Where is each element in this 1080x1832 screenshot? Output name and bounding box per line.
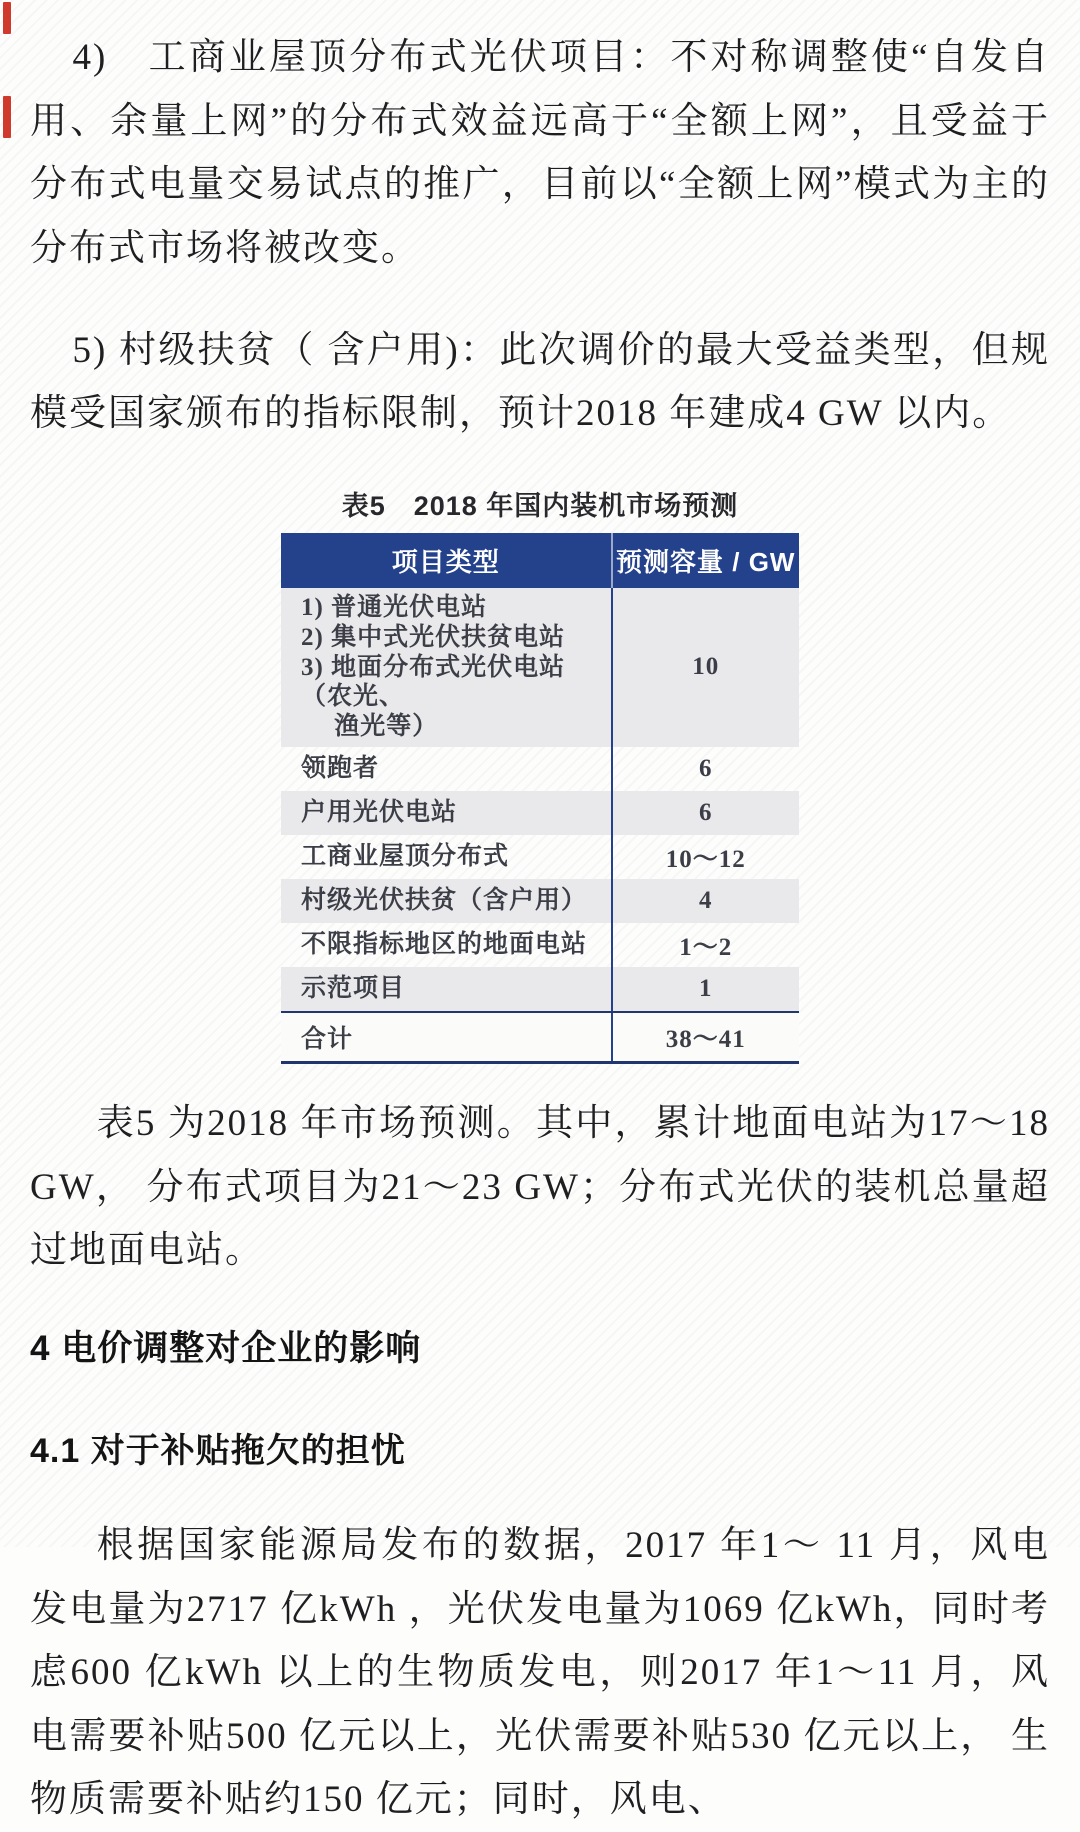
- table-row: [281, 923, 799, 967]
- red-scan-mark-top: [3, 2, 11, 34]
- table-cell-label-line: 村级光伏扶贫（含户用）: [301, 886, 588, 914]
- paragraph-subsidy: 根据国家能源局发布的数据，2017 年1～ 11 月，风电发电量为2717 亿kWh ，光伏发电量为1069 亿kWh，同时考虑600 亿kWh 以上的生物质发电，则2017 年1～11 月，风电需要补贴500 亿元以上，光伏需要补贴530 亿元以上， 生物质需要补贴约150 亿元；同时，风电、: [30, 1524, 1050, 1821]
- table-body: [281, 588, 799, 1011]
- table-header-forecast-capacity: 预测容量 / GW: [616, 546, 796, 577]
- table-title: 表5 2018 年国内装机市场预测: [341, 490, 739, 521]
- table-cell-label: [281, 923, 613, 967]
- table-total-row: [281, 1011, 799, 1061]
- table-row: [281, 879, 799, 923]
- table-cell-label: [281, 588, 613, 747]
- table-cell-value: 6: [699, 755, 713, 782]
- table-cell-label-line: 3) 地面分布式光伏电站（农光、: [301, 654, 566, 710]
- table-header-project-type: 项目类型: [281, 533, 613, 588]
- table-cell-label: [281, 747, 613, 791]
- table-cell-label-line: 2) 集中式光伏扶贫电站: [301, 624, 566, 651]
- subsection-heading: 4.1 对于补贴拖欠的担忧: [30, 1431, 406, 1470]
- paragraph-item-5: 5) 村级扶贫（ 含户用)：此次调价的最大受益类型，但规模受国家颁布的指标限制，预计2018 年建成4 GW 以内。: [30, 329, 1050, 435]
- table-row: [281, 747, 799, 791]
- table-cell-total-value: 38～41: [665, 1026, 746, 1053]
- table-cell-label: [281, 835, 613, 879]
- table-row: [281, 791, 799, 835]
- table-cell-label: [281, 791, 613, 835]
- table-cell-value: 1: [699, 975, 713, 1002]
- market-forecast-table-block: [30, 484, 1050, 1064]
- red-scan-mark-left: [3, 96, 11, 138]
- table-cell-label: [281, 879, 613, 923]
- table-cell-value: 1～2: [679, 934, 733, 961]
- table-cell-label-line: 1) 普通光伏电站: [301, 593, 488, 621]
- table-header-row: [281, 533, 799, 588]
- table-cell-label-line: 渔光等）: [301, 712, 439, 740]
- paragraph-table-note: 表5 为2018 年市场预测。其中，累计地面电站为17～18 GW， 分布式项目为21～23 GW；分布式光伏的装机总量超过地面电站。: [30, 1103, 1050, 1272]
- table-row: [281, 835, 799, 879]
- table-cell-value: 4: [699, 887, 713, 914]
- section-heading: 4 电价调整对企业的影响: [30, 1328, 422, 1368]
- table-cell-label-line: 户用光伏电站: [301, 798, 458, 826]
- paragraph-item-4: 4) 工商业屋顶分布式光伏项目：不对称调整使“自发自用、余量上网”的分布式效益远高于“全额上网”，且受益于分布式电量交易试点的推广，目前以“全额上网”模式为主的分布式市场将被改变。: [30, 37, 1050, 269]
- table-row: [281, 588, 799, 747]
- table-cell-label-line: 领跑者: [301, 754, 380, 782]
- table-cell-value: 6: [699, 799, 713, 826]
- table-cell-label: [281, 967, 613, 1011]
- table-cell-label-line: 示范项目: [301, 974, 406, 1002]
- table-cell-label-line: 工商业屋顶分布式: [301, 842, 510, 870]
- table-cell-label-line: 不限指标地区的地面电站: [301, 930, 588, 958]
- market-forecast-table: [281, 533, 799, 1064]
- table-cell-total-label: 合计: [281, 1013, 613, 1061]
- table-cell-value: 10～12: [665, 846, 746, 873]
- table-row: [281, 967, 799, 1011]
- table-cell-value: 10: [692, 653, 720, 681]
